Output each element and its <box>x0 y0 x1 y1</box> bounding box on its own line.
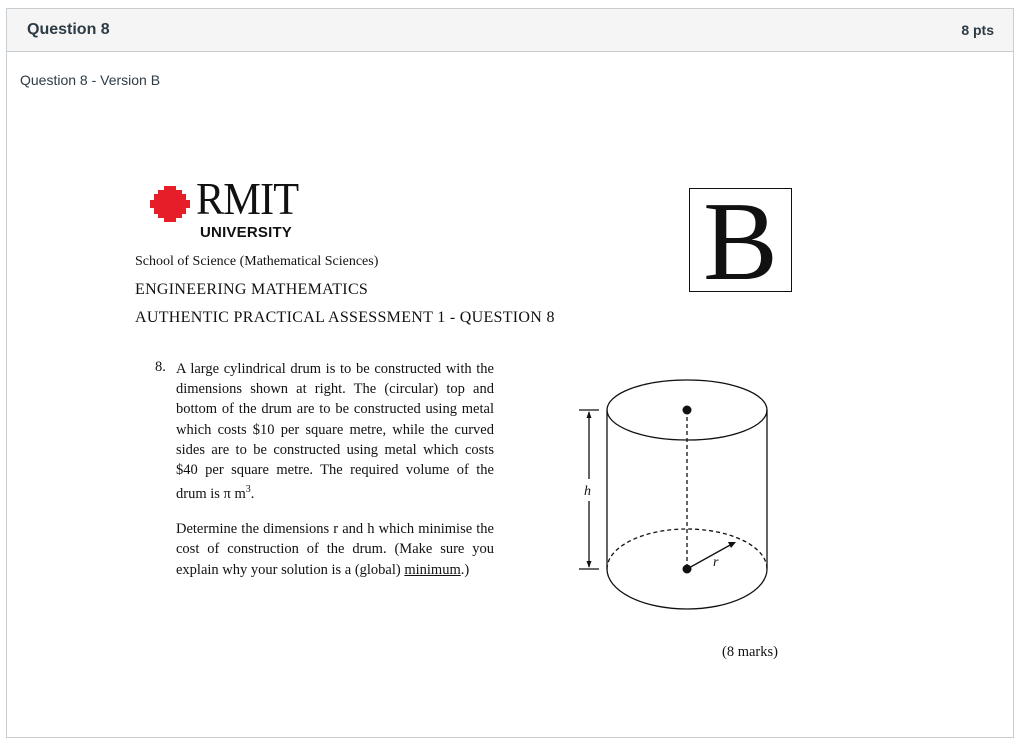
question-points: 8 pts <box>961 22 994 38</box>
school-name: School of Science (Mathematical Sciences) <box>135 254 379 269</box>
cylinder-bottom-back <box>607 529 767 569</box>
rmit-pixel-icon <box>150 184 190 224</box>
question-number: 8. <box>155 359 166 375</box>
problem-text <box>176 359 494 580</box>
assessment-title: AUTHENTIC PRACTICAL ASSESSMENT 1 - QUESTION 8 <box>135 309 555 326</box>
marks-label: (8 marks) <box>722 644 778 660</box>
radius-label: r <box>713 555 719 570</box>
cylinder-diagram <box>572 376 782 616</box>
question-version-label: Question 8 - Version B <box>20 72 161 88</box>
rmit-logo <box>150 173 320 246</box>
problem-statement: A large cylindrical drum is to be constructed with the dimensions shown at right. The (circular) top and bottom of the drum are to be constructed using metal which costs $10 per square metre, while the curved sides are to be constructed using metal which costs $40 per square metre. The required volume of the drum is π $m^3$. <box>176 361 494 503</box>
height-arrow-down <box>587 561 592 568</box>
top-center-dot <box>683 406 692 415</box>
problem-instruction: Determine the dimensions r and h which minimise the cost of construction of the drum. (Make sure you explain why your solution is a (global) minimum.) <box>176 521 494 578</box>
radius-line <box>687 544 732 569</box>
logo-subtitle: UNIVERSITY <box>200 224 293 241</box>
course-title: ENGINEERING MATHEMATICS <box>135 281 369 298</box>
question-header <box>7 9 1013 52</box>
cylinder-bottom-front <box>607 569 767 609</box>
height-arrow-up <box>587 411 592 418</box>
bottom-center-dot <box>683 565 692 574</box>
question-title: Question 8 <box>27 21 110 38</box>
logo-wordmark: RMIT <box>196 173 299 224</box>
version-letter: B <box>703 180 778 304</box>
height-label: h <box>584 484 591 499</box>
version-badge <box>689 180 792 304</box>
